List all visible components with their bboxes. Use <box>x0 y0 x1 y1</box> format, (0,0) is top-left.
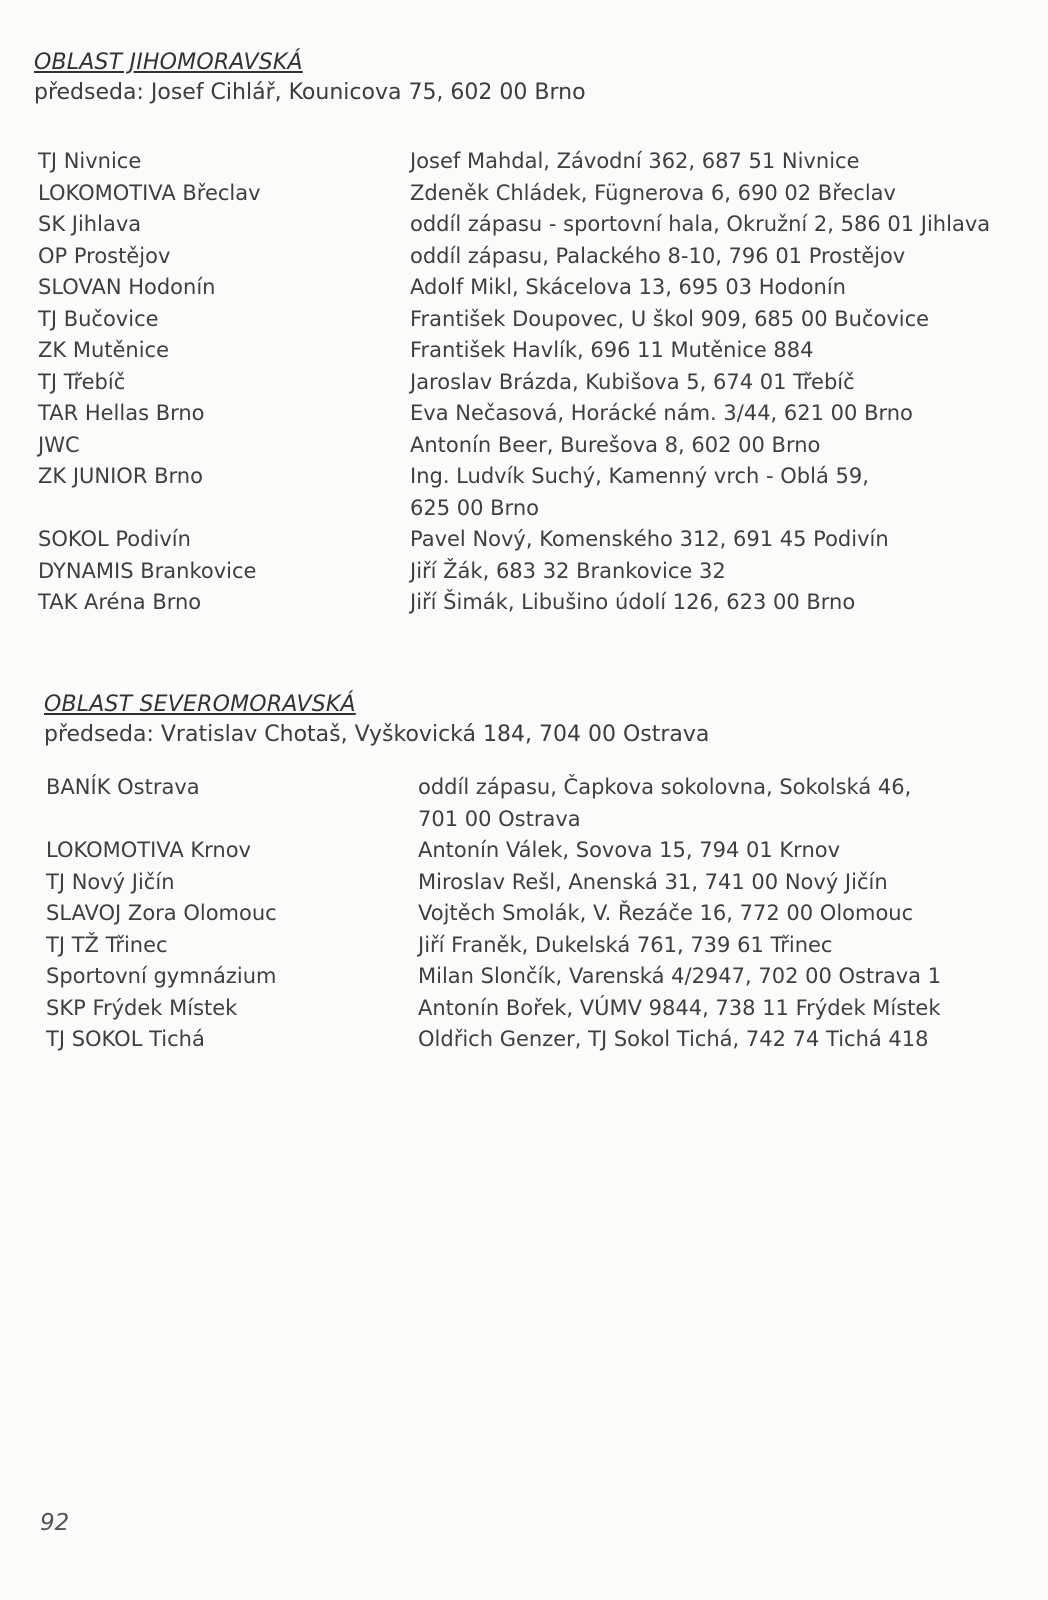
club-name: BANÍK Ostrava <box>46 775 200 799</box>
club-contact <box>410 430 1010 462</box>
club-row <box>0 367 1048 399</box>
contact-line: Miroslav Rešl, Anenská 31, 741 00 Nový Jičín <box>418 869 888 894</box>
club-contact <box>410 178 1010 210</box>
contact-line: Jiří Franěk, Dukelská 761, 739 61 Třinec <box>418 932 833 957</box>
club-name: TJ SOKOL Tichá <box>46 1027 205 1051</box>
club-contact <box>418 772 1018 835</box>
contact-line: Zdeněk Chládek, Fügnerova 6, 690 02 Břeclav <box>410 180 896 205</box>
club-row <box>0 304 1048 336</box>
section-chairman: předseda: Vratislav Chotaš, Vyškovická 184, 704 00 Ostrava <box>44 722 710 747</box>
contact-line: Jiří Šimák, Libušino údolí 126, 623 00 Brno <box>410 590 856 614</box>
contact-line: Ing. Ludvík Suchý, Kamenný vrch - Oblá 59, <box>410 464 869 488</box>
contact-line: Antonín Bořek, VÚMV 9844, 738 11 Frýdek Místek <box>418 995 941 1020</box>
club-list <box>0 772 1048 1056</box>
section-heading: OBLAST JIHOMORAVSKÁ <box>34 50 303 75</box>
club-row <box>0 1024 1048 1056</box>
club-row <box>0 556 1048 588</box>
club-contact <box>410 367 1010 399</box>
club-contact <box>410 272 1010 304</box>
club-row <box>0 993 1048 1025</box>
club-row <box>0 587 1048 619</box>
club-row <box>0 430 1048 462</box>
contact-line: Oldřich Genzer, TJ Sokol Tichá, 742 74 Tichá 418 <box>418 1027 929 1051</box>
club-row <box>0 178 1048 210</box>
club-name: TJ Nivnice <box>38 149 142 173</box>
club-name: TJ Třebíč <box>38 369 126 394</box>
club-contact <box>418 961 1018 993</box>
club-contact <box>418 867 1018 899</box>
club-row <box>0 930 1048 962</box>
contact-line: Pavel Nový, Komenského 312, 691 45 Podivín <box>410 527 889 551</box>
club-name: TJ TŽ Třinec <box>46 932 168 957</box>
club-row <box>0 398 1048 430</box>
club-contact <box>410 587 1010 619</box>
contact-line: Milan Slončík, Varenská 4/2947, 702 00 Ostrava 1 <box>418 964 942 988</box>
club-row <box>0 461 1048 524</box>
club-row <box>0 524 1048 556</box>
club-name: SLAVOJ Zora Olomouc <box>46 901 277 925</box>
club-name: TJ Bučovice <box>38 306 159 331</box>
contact-line: Vojtěch Smolák, V. Řezáče 16, 772 00 Olomouc <box>418 901 914 925</box>
section-heading: OBLAST SEVEROMORAVSKÁ <box>44 692 356 717</box>
club-contact <box>410 209 1010 241</box>
club-name: TAK Aréna Brno <box>38 590 202 614</box>
club-contact <box>418 993 1018 1025</box>
club-name: JWC <box>38 432 80 457</box>
club-contact <box>410 461 1010 524</box>
club-name: SLOVAN Hodonín <box>38 275 216 299</box>
club-contact <box>410 146 1010 178</box>
club-row <box>0 146 1048 178</box>
club-contact <box>418 835 1018 867</box>
club-name: SKP Frýdek Místek <box>46 995 238 1020</box>
club-name: Sportovní gymnázium <box>46 964 277 988</box>
contact-line: oddíl zápasu, Palackého 8-10, 796 01 Prostějov <box>410 243 906 268</box>
contact-line: oddíl zápasu, Čapkova sokolovna, Sokolská 46, <box>418 775 912 799</box>
club-contact <box>410 556 1010 588</box>
club-name: TAR Hellas Brno <box>38 401 205 425</box>
club-name: SOKOL Podivín <box>38 527 191 551</box>
page-number: 92 <box>40 1510 70 1536</box>
club-name: ZK Mutěnice <box>38 338 170 362</box>
club-name: ZK JUNIOR Brno <box>38 464 203 488</box>
club-row <box>0 772 1048 835</box>
contact-line: Antonín Válek, Sovova 15, 794 01 Krnov <box>418 838 841 862</box>
club-contact <box>410 524 1010 556</box>
club-contact <box>410 398 1010 430</box>
club-contact <box>410 304 1010 336</box>
club-row <box>0 272 1048 304</box>
club-contact <box>410 241 1010 273</box>
club-row <box>0 898 1048 930</box>
contact-line: František Doupovec, U škol 909, 685 00 Bučovice <box>410 306 930 331</box>
club-row <box>0 209 1048 241</box>
contact-line: Eva Nečasová, Horácké nám. 3/44, 621 00 Brno <box>410 401 913 425</box>
club-name: DYNAMIS Brankovice <box>38 558 257 583</box>
club-name: OP Prostějov <box>38 243 171 268</box>
club-row <box>0 241 1048 273</box>
club-name: LOKOMOTIVA Břeclav <box>38 180 261 205</box>
contact-line: František Havlík, 696 11 Mutěnice 884 <box>410 338 814 362</box>
contact-line: Antonín Beer, Burešova 8, 602 00 Brno <box>410 432 821 457</box>
contact-line: Jiří Žák, 683 32 Brankovice 32 <box>410 558 726 583</box>
club-name: SK Jihlava <box>38 212 142 236</box>
club-list <box>0 146 1048 619</box>
club-contact <box>418 930 1018 962</box>
contact-line: Josef Mahdal, Závodní 362, 687 51 Nivnice <box>410 149 860 173</box>
club-row <box>0 961 1048 993</box>
club-name: LOKOMOTIVA Krnov <box>46 838 251 862</box>
contact-line: Jaroslav Brázda, Kubišova 5, 674 01 Třebíč <box>410 369 855 394</box>
contact-line: oddíl zápasu - sportovní hala, Okružní 2, 586 01 Jihlava <box>410 212 991 236</box>
contact-line: Adolf Mikl, Skácelova 13, 695 03 Hodonín <box>410 275 846 299</box>
club-row <box>0 335 1048 367</box>
section-chairman: předseda: Josef Cihlář, Kounicova 75, 602 00 Brno <box>34 80 586 105</box>
club-row <box>0 835 1048 867</box>
club-contact <box>410 335 1010 367</box>
club-contact <box>418 898 1018 930</box>
contact-line: 625 00 Brno <box>410 495 539 520</box>
club-contact <box>418 1024 1018 1056</box>
club-name: TJ Nový Jičín <box>46 869 175 894</box>
contact-line: 701 00 Ostrava <box>418 806 581 831</box>
club-row <box>0 867 1048 899</box>
